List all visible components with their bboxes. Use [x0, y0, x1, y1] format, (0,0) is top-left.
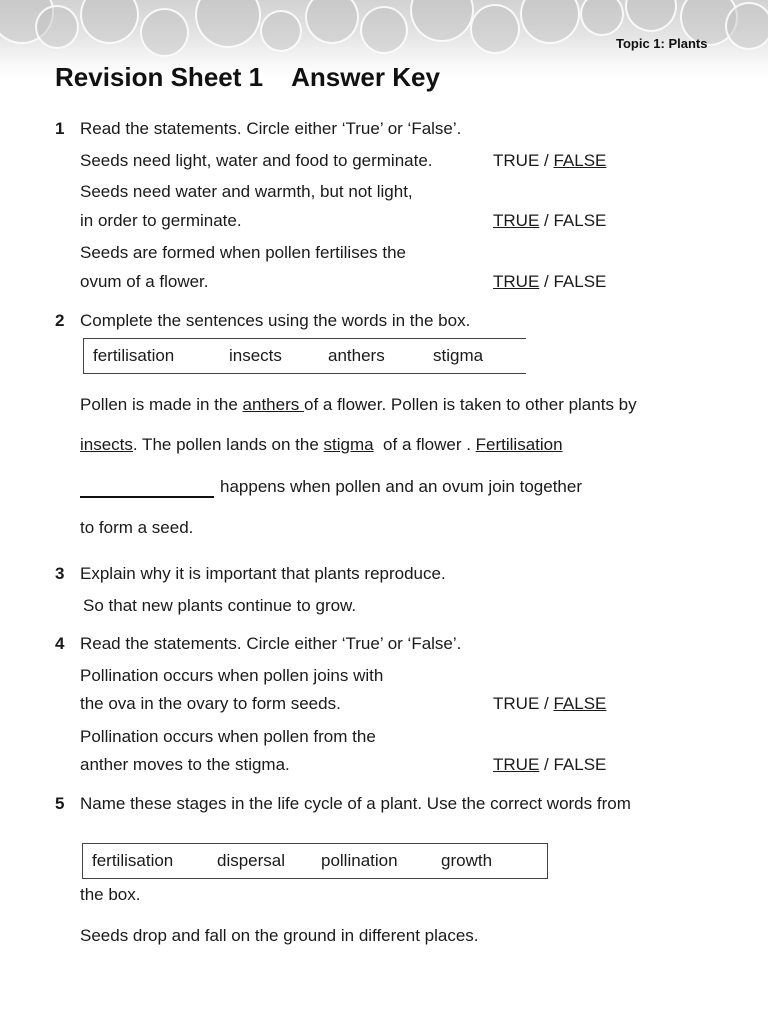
- word-box-item: stigma: [433, 346, 484, 365]
- word-box-item: growth: [441, 851, 493, 870]
- question-number: 2: [55, 311, 65, 330]
- answer-word: insects: [80, 435, 133, 454]
- separator: /: [539, 151, 554, 170]
- false-option-selected: FALSE: [553, 151, 607, 170]
- separator: /: [539, 694, 554, 713]
- answer-word: anthers: [242, 395, 304, 414]
- separator: /: [539, 755, 554, 774]
- separator: /: [539, 211, 554, 230]
- false-option-selected: FALSE: [553, 694, 607, 713]
- word-box: [83, 338, 526, 374]
- sentence-text: of a flower .: [373, 435, 476, 454]
- false-option: FALSE: [553, 272, 607, 291]
- statement-text: Pollination occurs when pollen from the: [80, 727, 376, 746]
- statement-text: ovum of a flower.: [80, 272, 209, 291]
- statement-text: Seeds are formed when pollen fertilises the: [80, 243, 407, 262]
- decorative-bubble: [580, 0, 624, 36]
- answer-text: So that new plants continue to grow.: [83, 596, 357, 615]
- question-prompt: Complete the sentences using the words in the box.: [80, 311, 471, 330]
- question-prompt-continued: the box.: [80, 885, 141, 904]
- subtitle-text: Answer Key: [291, 62, 440, 92]
- question-number: 1: [55, 119, 65, 138]
- true-false-answer: [493, 694, 606, 714]
- word-box: [82, 843, 548, 879]
- statement-text: Seeds need water and warmth, but not light,: [80, 182, 413, 201]
- false-option: FALSE: [553, 755, 607, 774]
- decorative-bubble: [725, 2, 768, 50]
- question-prompt: Read the statements. Circle either ‘True’ or ‘False’.: [80, 119, 462, 138]
- question-number: 3: [55, 564, 65, 583]
- sentence-text: . The pollen lands on the: [132, 435, 324, 454]
- true-option: TRUE: [493, 694, 540, 713]
- page-title: [55, 62, 440, 93]
- separator: /: [539, 272, 554, 291]
- word-box-item: fertilisation: [92, 851, 174, 870]
- answer-word: stigma: [323, 435, 374, 454]
- word-box-item: pollination: [321, 851, 398, 870]
- decorative-bubble: [410, 0, 474, 42]
- true-false-answer: [493, 211, 606, 231]
- cloze-sentence: happens when pollen and an ovum join together: [220, 477, 582, 496]
- true-option-selected: TRUE: [493, 272, 540, 291]
- title-text: Revision Sheet 1: [55, 62, 264, 92]
- decorative-bubble: [195, 0, 261, 48]
- question-number: 4: [55, 634, 65, 653]
- decorative-bubble: [360, 6, 408, 54]
- decorative-bubble: [470, 4, 520, 54]
- statement-text: the ova in the ovary to form seeds.: [80, 694, 341, 713]
- question-number: 5: [55, 794, 65, 813]
- true-option-selected: TRUE: [493, 755, 540, 774]
- decorative-bubble: [305, 0, 359, 44]
- decorative-bubble: [260, 10, 302, 52]
- false-option: FALSE: [553, 211, 607, 230]
- true-option-selected: TRUE: [493, 211, 540, 230]
- statement-text: Seeds need light, water and food to germinate.: [80, 151, 433, 170]
- decorative-bubble: [80, 0, 139, 44]
- cloze-sentence: [80, 395, 637, 415]
- sentence-text: Pollen is made in the: [80, 395, 243, 414]
- statement-text: in order to germinate.: [80, 211, 242, 230]
- answer-word: Fertilisation: [475, 435, 563, 454]
- true-false-answer: [493, 151, 606, 171]
- cloze-sentence: [80, 435, 563, 455]
- true-false-answer: [493, 755, 606, 775]
- statement-text: Pollination occurs when pollen joins with: [80, 666, 384, 685]
- decorative-bubble: [140, 8, 189, 57]
- statement-text: Seeds drop and fall on the ground in different places.: [80, 926, 479, 945]
- true-false-answer: [493, 272, 606, 292]
- question-prompt: Read the statements. Circle either ‘True’ or ‘False’.: [80, 634, 462, 653]
- decorative-bubble: [625, 0, 677, 32]
- topic-label: Topic 1: Plants: [616, 36, 708, 51]
- decorative-bubble: [520, 0, 580, 44]
- sentence-text: of a flower. Pollen is taken to other plants by: [303, 395, 637, 414]
- word-box-item: anthers: [328, 346, 385, 365]
- word-box-item: dispersal: [217, 851, 286, 870]
- question-prompt: Name these stages in the life cycle of a plant. Use the correct words from: [80, 794, 631, 813]
- true-option: TRUE: [493, 151, 540, 170]
- word-box-item: insects: [229, 346, 282, 365]
- cloze-sentence: to form a seed.: [80, 518, 194, 537]
- question-prompt: Explain why it is important that plants reproduce.: [80, 564, 446, 583]
- statement-text: anther moves to the stigma.: [80, 755, 290, 774]
- decorative-bubble: [35, 5, 79, 49]
- word-box-item: fertilisation: [93, 346, 175, 365]
- answer-blank-line: [80, 496, 214, 498]
